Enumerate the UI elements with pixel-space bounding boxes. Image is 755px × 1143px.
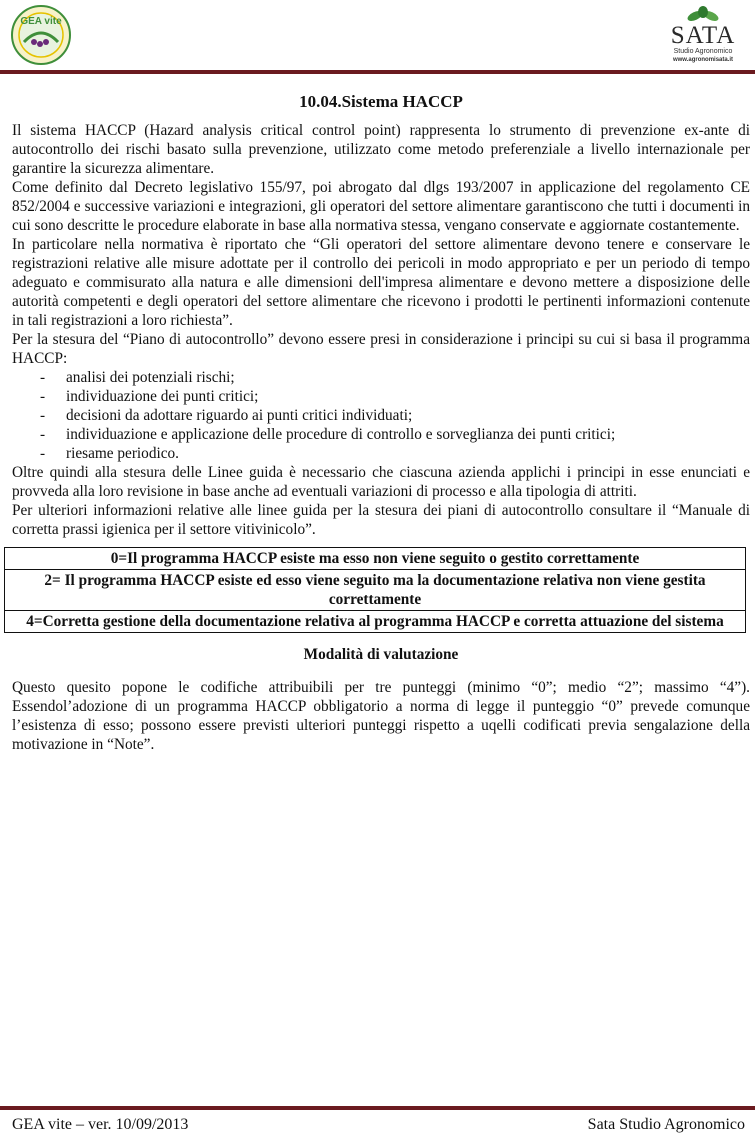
paragraph: Il sistema HACCP (Hazard analysis critical control point) rappresenta lo strumento di prevenzione ex-ante di autocontrollo dei rischi basato sulla prevenzione, utilizzato come metodo preferenziale a livello internazionale per garantire la sicurezza alimentare. (12, 122, 750, 177)
list-item: - decisioni da adottare riguardo ai punti critici individuati; (12, 406, 750, 425)
table-cell: 4=Corretta gestione della documentazione relativa al programma HACCP e corretta attuazione del sistema (5, 611, 746, 633)
list-item: - riesame periodico. (12, 444, 750, 463)
sata-logo (663, 4, 743, 66)
brand-subtitle: Studio Agronomico (673, 48, 733, 55)
page-header (0, 0, 755, 72)
paragraph: Per la stesura del “Piano di autocontrollo” devono essere presi in considerazione i principi su cui si basa il programma HACCP: (12, 331, 750, 367)
table-cell: 0=Il programma HACCP esiste ma esso non viene seguito o gestito correttamente (5, 548, 746, 570)
gea-vite-logo (10, 4, 72, 66)
score-table (4, 547, 746, 633)
table-row (5, 611, 746, 633)
brand-url: www.agronomisata.it (672, 57, 734, 63)
footer-version: GEA vite – ver. 10/09/2013 (12, 1116, 189, 1133)
document-body (12, 92, 750, 754)
paragraph: In particolare nella normativa è riportato che “Gli operatori del settore alimentare devono tenere e conservare le registrazioni relative alle misure adottate per il controllo dei pericoli in modo appropriato e per un periodo di tempo adeguato e commisurato alla natura e alle dimensioni dell'impresa alimentare e devono mettere a disposizione delle autorità competenti e degli operatori del settore alimentare che ricevono i prodotti le pertinenti informazioni contenute in tali registrazioni a loro richiesta”. (12, 236, 750, 329)
evaluation-text: Questo quesito popone le codifiche attribuibili per tre punteggi (minimo “0”; medio “2”; massimo “4”). Essendol’adozione di un programma HACCP obbligatorio a norma di legge il punteggio “0” prevede comunque l’esistenza di esso; possono essere previsti ulteriori punteggi rispetto a uqelli codificati previa sengalazione della motivazione in “Note”. (12, 679, 750, 753)
section-title: 10.04.Sistema HACCP (299, 92, 463, 111)
footer-company: Sata Studio Agronomico (587, 1116, 745, 1133)
leaf-icon (685, 4, 721, 24)
logo-lettering: GEA vite (20, 16, 62, 27)
paragraph: Per ulteriori informazioni relative alle linee guida per la stesura dei piani di autocontrollo consultare il “Manuale di corretta prassi igienica per il settore vitivinicolo”. (12, 502, 750, 538)
paragraph: Oltre quindi alla stesura delle Linee guida è necessario che ciascuna azienda applichi i principi in esse enunciati e provveda alla loro revisione in base anche ad eventuali variazioni di processo e alla tipologia di attriti. (12, 464, 750, 500)
table-cell: 2= Il programma HACCP esiste ed esso viene seguito ma la documentazione relativa non viene gestita correttamente (5, 570, 746, 611)
table-row (5, 570, 746, 611)
evaluation-title: Modalità di valutazione (303, 646, 459, 663)
paragraph: Come definito dal Decreto legislativo 155/97, poi abrogato dal dlgs 193/2007 in applicazione del regolamento CE 852/2004 e successive variazioni e integrazioni, gli operatori del settore alimentare garantiscono che tutti i documenti in cui sono descritte le procedure elaborate in base alla normativa stessa, vengano conservate e aggiornate costantemente. (12, 179, 750, 234)
footer-rule (0, 1106, 755, 1110)
brand-name: SATA (670, 22, 736, 49)
list-item: - analisi dei potenziali rischi; (12, 368, 750, 387)
principles-list (12, 368, 750, 463)
header-rule (0, 70, 755, 74)
list-item: - individuazione dei punti critici; (12, 387, 750, 406)
table-row (5, 548, 746, 570)
list-item: - individuazione e applicazione delle procedure di controllo e sorveglianza dei punti critici; (12, 425, 750, 444)
